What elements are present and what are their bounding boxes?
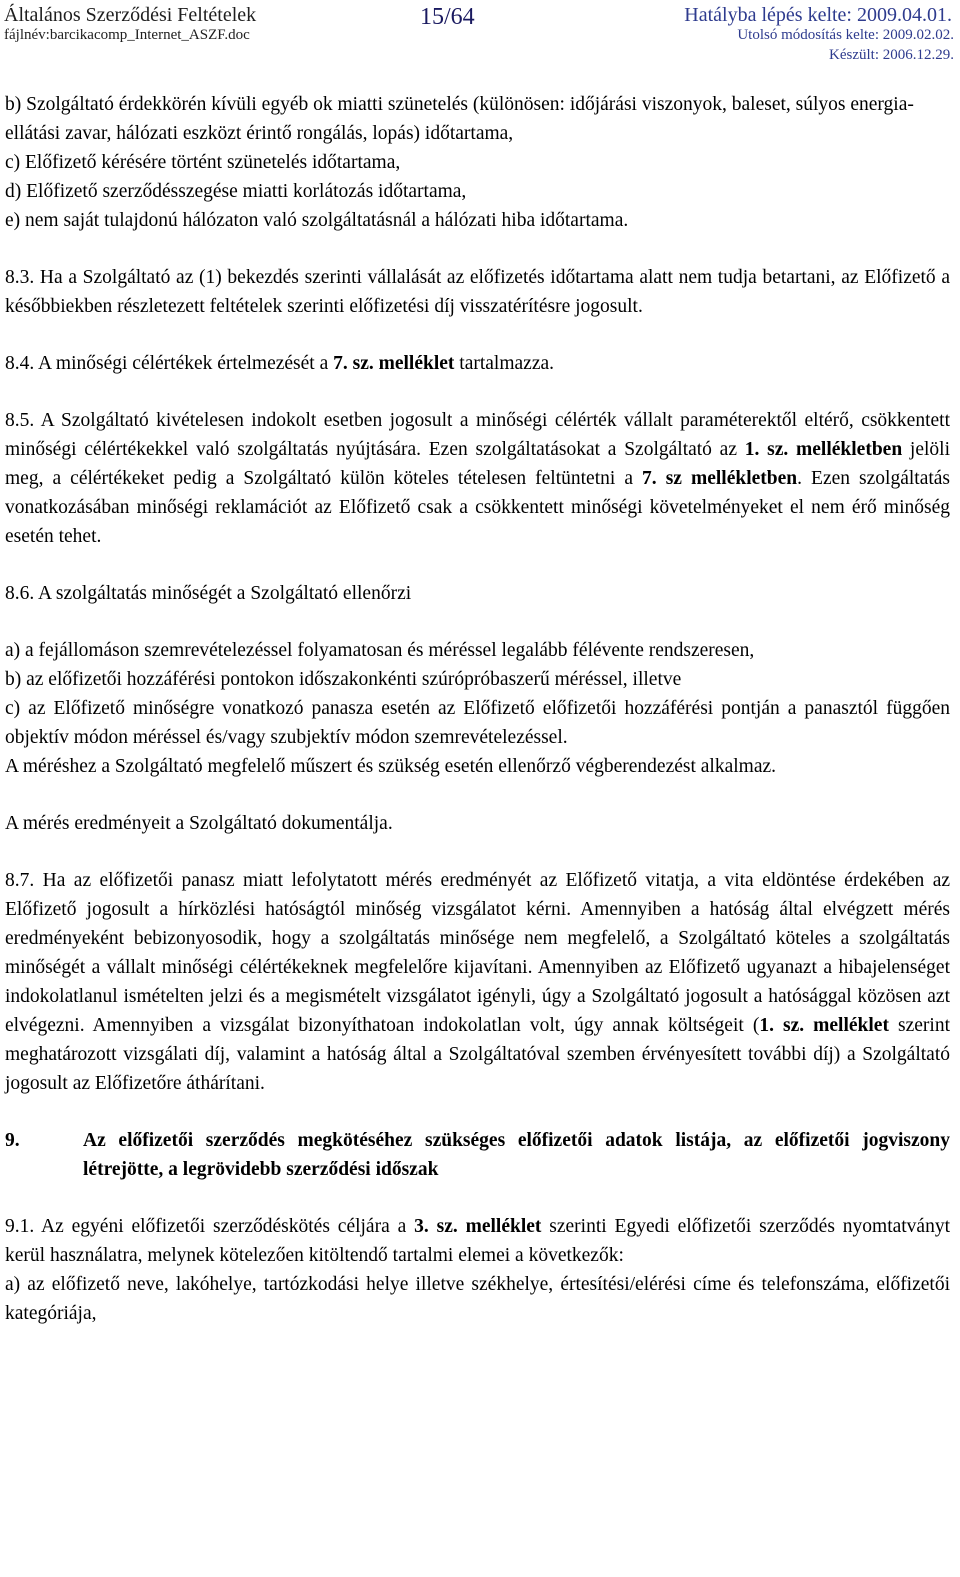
- bold-ref: 1. sz. melléklet: [759, 1015, 889, 1036]
- text-run: 8.4. A minőségi célértékek értelmezését a: [5, 353, 334, 374]
- text-run: tartalmazza.: [454, 353, 555, 374]
- paragraph-8-6: 8.6. A szolgáltatás minőségét a Szolgáltató ellenőrzi: [5, 583, 412, 604]
- effective-date: Hatályba lépés kelte: 2009.04.01.: [684, 4, 952, 26]
- text-run: 8.7. Ha az előfizetői panasz miatt lefolytatott mérés eredményét az Előfizető vitatja, a vita eldöntése érdekében az Előfizető jogosult a hírközlési hatóságtól minőség vizsgálatot kérni. Amennyiben a hatóság által elvégzett mérés eredményeként bebizonyosodik, hogy a szolgáltatás minősége nem megfelelő, a Szolgáltató köteles a szolgáltatás minőségét a vállalt minőségi célértékeknek megfelelőre kijavítani. Amennyiben az Előfizető ugyanazt a hibajelenséget indokolatlanul ismételten jelzi és a megismételt vizsgálatot igényli, úgy a Szolgáltató jogosult a hatósággal közösen azt elvégezni. Amennyiben a vizsgálat bizonyíthatoan indokolatlan volt, úgy annak költségeit (: [5, 870, 950, 1036]
- text-run: 8.5. A Szolgáltató kivételesen indokolt esetben jogosult a minőségi célérték vállalt paraméterektől eltérő, csökkentett minőségi célértékekkel való szolgáltatás nyújtására. Ezen szolgáltatásokat a Szolgáltató az: [5, 410, 950, 460]
- bold-ref: 7. sz. melléklet: [333, 353, 455, 374]
- section-title: Az előfizetői szerződés megkötéséhez szükséges előfizetői adatok listája, az előfizetői jogviszony létrejötte, a legrövidebb szerződési időszak: [83, 1130, 950, 1180]
- paragraph-8-3: 8.3. Ha a Szolgáltató az (1) bekezdés szerinti vállalását az előfizetés időtartama alatt nem tudja betartani, az Előfizető a későbbiekben részletezett feltételek szerinti előfizetési díj visszatérítésre jogosult.: [5, 267, 950, 317]
- paragraph-9-1-a: a) az előfizető neve, lakóhelye, tartózkodási helye illetve székhelye, értesítési/elérési címe és telefonszáma, előfizetői kategóriája,: [5, 1274, 950, 1324]
- text-run: szerint meghatározott vizsgálati díj, valamint a hatóság által a Szolgáltatóval szemben érvényesített további díj) a Szolgáltató jogosult az Előfizetőre áthárítani.: [5, 1015, 950, 1094]
- list-item-b: b) Szolgáltató érdekkörén kívüli egyéb ok miatti szünetelés (különösen: időjárási viszonyok, baleset, súlyos energia-ellátási zavar, hálózati eszközt érintő rongálás, lopás) időtartama,: [5, 94, 914, 144]
- paragraph-8-6-c: c) az Előfizető minőségre vonatkozó panasza esetén az Előfizető előfizetői hozzáférési pontján a panasztól függően objektív módon méréssel és/vagy szubjektív módon szemrevételezéssel.: [5, 698, 950, 748]
- text-run: 9.1. Az egyéni előfizetői szerződéskötés céljára a: [5, 1216, 415, 1237]
- created-date: Készült: 2006.12.29.: [829, 47, 954, 63]
- page-header: [0, 0, 960, 70]
- text-run: . Ezen szolgáltatás vonatkozásában minőségi reklamációt az Előfizető csak a csökkentett minőségi követelményeket el nem érő minőség esetén tehet.: [5, 468, 951, 547]
- page-number: 15/64: [420, 4, 475, 30]
- section-9-heading: [5, 1126, 950, 1184]
- document-title: Általános Szerződési Feltételek: [4, 4, 257, 26]
- text-run: jelöli meg, a célértékeket pedig a Szolgáltató külön köteles tételesen feltüntetni a: [5, 439, 951, 489]
- bold-ref: 3. sz. melléklet: [414, 1216, 542, 1237]
- paragraph-8-7: [5, 866, 950, 1098]
- paragraph-8-4: [5, 349, 950, 378]
- paragraph-9-1: [5, 1212, 950, 1270]
- list-item-e: e) nem saját tulajdonú hálózaton való szolgáltatásnál a hálózati hiba időtartama.: [5, 210, 629, 231]
- document-body: [5, 90, 950, 1328]
- paragraph-8-6-a: a) a fejállomáson szemrevételezéssel folyamatosan és méréssel legalább félévente rendszeresen,: [5, 640, 755, 661]
- paragraph-8-5: [5, 406, 950, 551]
- text-run: szerinti Egyedi előfizetői szerződés nyomtatványt kerül használatra, melynek kötelezően kitöltendő tartalmi elemei a következők:: [5, 1216, 951, 1266]
- paragraph-8-6-d: A méréshez a Szolgáltató megfelelő műszert és szükség esetén ellenőrző végberendezést alkalmaz.: [5, 756, 777, 777]
- paragraph-8-6-e: A mérés eredményeit a Szolgáltató dokumentálja.: [5, 813, 393, 834]
- section-number: 9.: [5, 1130, 20, 1151]
- list-item-d: d) Előfizető szerződésszegése miatti korlátozás időtartama,: [5, 181, 467, 202]
- modified-date: Utolsó módosítás kelte: 2009.02.02.: [737, 27, 954, 43]
- bold-ref: 7. sz mellékletben: [642, 468, 798, 489]
- list-item-c: c) Előfizető kérésére történt szünetelés időtartama,: [5, 152, 401, 173]
- bold-ref: 1. sz. mellékletben: [744, 439, 903, 460]
- paragraph-8-6-b: b) az előfizetői hozzáférési pontokon időszakonkénti szúrópróbaszerű méréssel, illetve: [5, 669, 682, 690]
- file-name: fájlnév:barcikacomp_Internet_ASZF.doc: [4, 27, 250, 43]
